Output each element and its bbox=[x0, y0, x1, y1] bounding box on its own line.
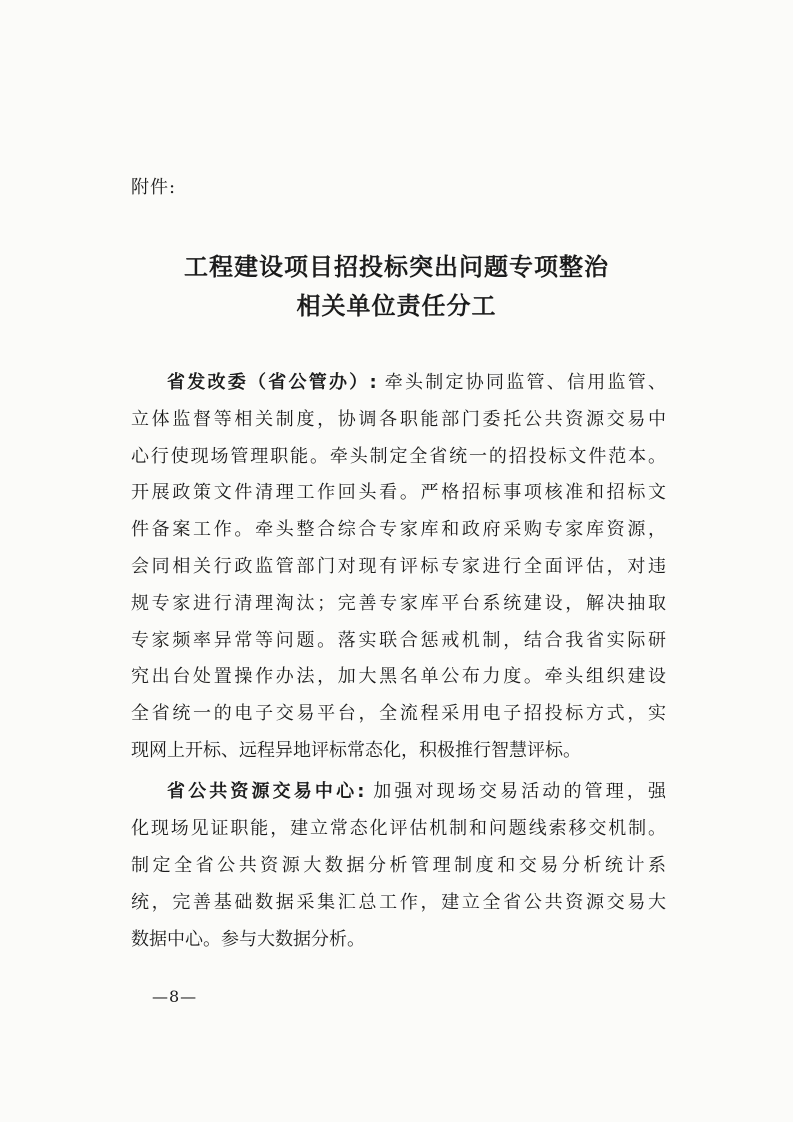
paragraph-1-line-7: 规专家进行清理淘汰；完善专家库平台系统建设，解决抽取 bbox=[131, 593, 666, 614]
paragraph-1-line-2: 立体监督等相关制度，协调各职能部门委托公共资源交易中 bbox=[131, 409, 666, 430]
paragraph-1-line-1 bbox=[167, 370, 666, 396]
paragraph-1-line-4: 开展政策文件清理工作回头看。严格招标事项核准和招标文 bbox=[131, 482, 666, 503]
paragraph-1-line-6: 会同相关行政监管部门对现有评标专家进行全面评估，对违 bbox=[131, 556, 666, 577]
attachment-label: 附件: bbox=[131, 177, 177, 198]
paragraph-2-text: 加强对现场交易活动的管理，强 bbox=[364, 781, 666, 802]
paragraph-1-line-8: 专家频率异常等问题。落实联合惩戒机制，结合我省实际研 bbox=[131, 630, 666, 651]
document-title-line-2: 相关单位责任分工 bbox=[296, 292, 497, 320]
paragraph-2-line-5: 数据中心。参与大数据分析。 bbox=[131, 929, 365, 950]
document-title-line-1: 工程建设项目招投标突出问题专项整治 bbox=[184, 253, 609, 281]
paragraph-1-lead: 省发改委（省公管办）: bbox=[167, 372, 377, 393]
paragraph-1-line-3: 心行使现场管理职能。牵头制定全省统一的招投标文件范本。 bbox=[131, 446, 666, 467]
paragraph-2-lead: 省公共资源交易中心: bbox=[167, 781, 365, 802]
paragraph-2-line-2: 化现场见证职能，建立常态化评估机制和问题线索移交机制。 bbox=[131, 818, 666, 839]
page-number: —8— bbox=[152, 987, 198, 1006]
paragraph-2-line-4: 统，完善基础数据采集汇总工作，建立全省公共资源交易大 bbox=[131, 892, 666, 913]
paragraph-1-line-9: 究出台处置操作办法，加大黑名单公布力度。牵头组织建设 bbox=[131, 666, 666, 687]
paragraph-1-line-10: 全省统一的电子交易平台，全流程采用电子招投标方式，实 bbox=[131, 703, 666, 724]
paragraph-2-line-3: 制定全省公共资源大数据分析管理制度和交易分析统计系 bbox=[131, 855, 666, 876]
paragraph-2-line-1 bbox=[167, 779, 666, 805]
paragraph-1-line-5: 件备案工作。牵头整合综合专家库和政府采购专家库资源， bbox=[131, 519, 666, 540]
paragraph-1-text: 牵头制定协同监管、信用监管、 bbox=[376, 372, 666, 393]
paragraph-1-line-11: 现网上开标、远程异地评标常态化，积极推行智慧评标。 bbox=[131, 740, 581, 761]
